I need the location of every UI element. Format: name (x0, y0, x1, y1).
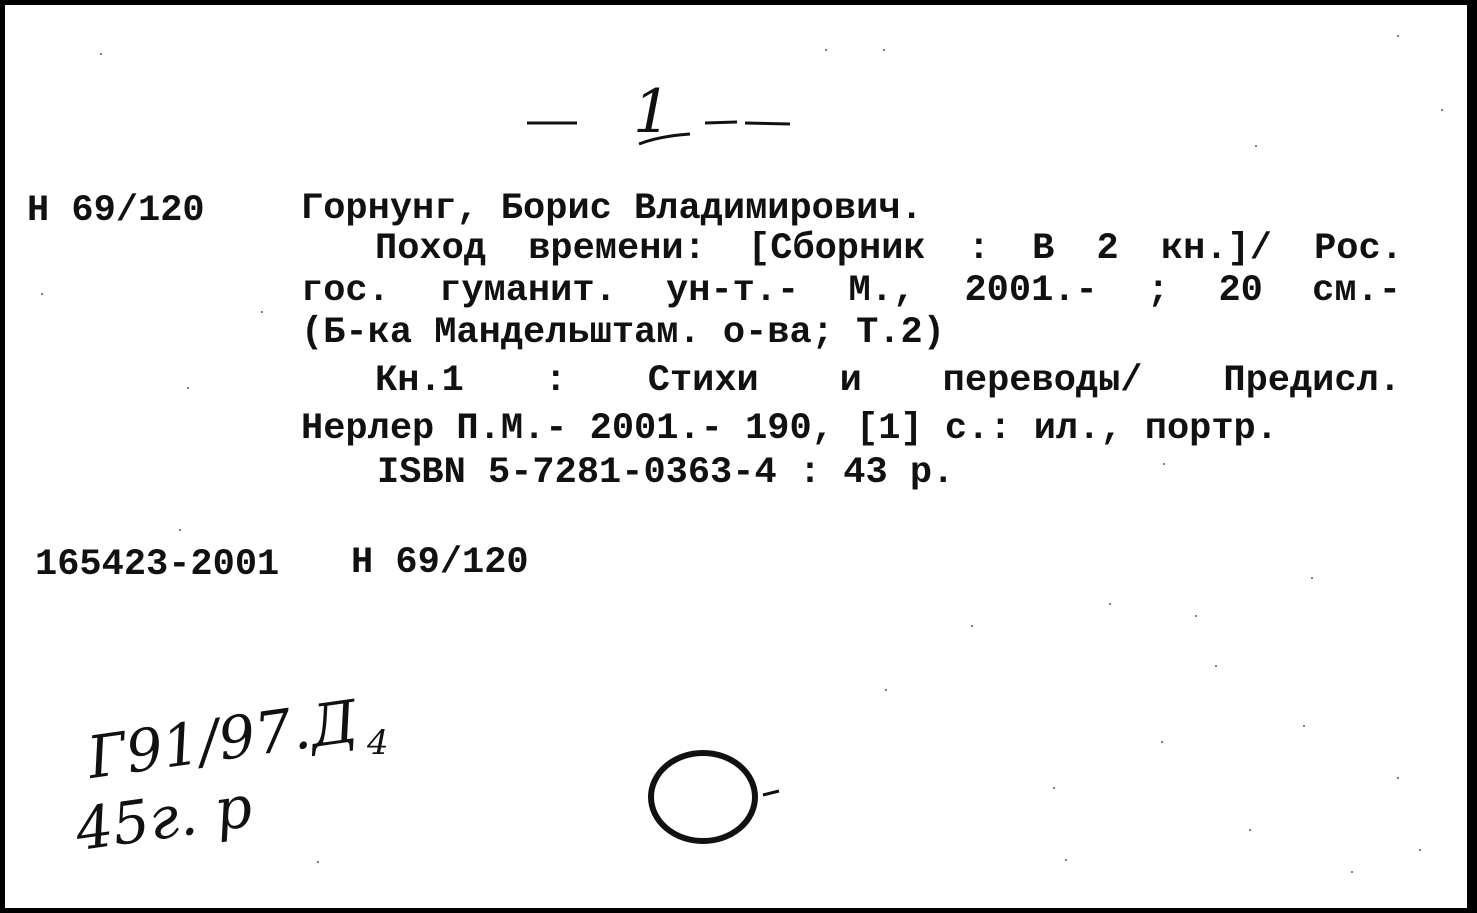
book-line-1 (375, 359, 1401, 403)
speckle (1163, 463, 1165, 465)
word: и (839, 360, 862, 402)
word: кн.]/ (1160, 228, 1272, 270)
page-number: 1 (633, 77, 672, 147)
series-line: (Б-ка Мандельштам. о-ва; Т.2) (301, 312, 945, 354)
speckle (1161, 741, 1163, 743)
word: ун-т.- (666, 270, 800, 312)
word: 2 (1096, 228, 1119, 270)
speckle (1441, 109, 1443, 111)
speckle (1397, 35, 1399, 37)
word: : (544, 360, 567, 402)
speckle (317, 861, 319, 863)
speckle (1109, 603, 1111, 605)
word: Стихи (647, 360, 759, 402)
accession-number: 165423-2001 (35, 544, 280, 586)
speckle (1303, 725, 1305, 727)
word: гуманит. (439, 270, 617, 312)
speckle (1249, 829, 1251, 831)
handwritten-superscript: 4 (367, 723, 389, 763)
speckle (1053, 787, 1055, 789)
speckle (41, 293, 43, 295)
word: Предисл. (1223, 360, 1401, 402)
word: М., (848, 270, 916, 312)
word: : (967, 228, 990, 270)
speckle (1255, 145, 1257, 147)
speckle (179, 529, 181, 531)
word: Кн.1 (375, 360, 464, 402)
word: 20 (1218, 270, 1263, 312)
word: ; (1146, 270, 1170, 312)
handwritten-classification: Г91/97.Д (83, 686, 362, 793)
handwritten-price: 45г. р (71, 772, 257, 865)
isbn-line: ISBN 5-7281-0363-4 : 43 р. (377, 452, 955, 494)
speckle (1397, 777, 1399, 779)
word: В (1032, 228, 1055, 270)
speckle (187, 387, 189, 389)
speckle (1215, 665, 1217, 667)
speckle (1419, 849, 1421, 851)
shelfmark-left: Н 69/120 (27, 190, 205, 232)
shelfmark-bottom: Н 69/120 (351, 542, 529, 584)
word: Рос. (1314, 228, 1403, 270)
speckle (261, 311, 263, 313)
speckle (885, 689, 887, 691)
word: гос. (301, 270, 390, 312)
book-line-2: Нерлер П.М.- 2001.- 190, [1] с.: ил., портр. (301, 408, 1278, 450)
speckle (1195, 615, 1197, 617)
circle-mark (645, 743, 795, 853)
word: см.- (1312, 270, 1401, 312)
word: [Сборник (747, 228, 926, 270)
title-line-1 (375, 227, 1403, 271)
speckle (971, 625, 973, 627)
word: переводы/ (942, 360, 1143, 402)
speckle (1351, 871, 1353, 873)
speckle (1311, 577, 1313, 579)
title-line-2 (301, 269, 1401, 313)
speckle (1065, 859, 1067, 861)
page-number-underline (635, 130, 695, 150)
word: времени: (528, 228, 706, 270)
word: 2001.- (964, 270, 1098, 312)
speckle (825, 49, 827, 51)
author-heading: Горнунг, Борис Владимирович. (301, 188, 923, 230)
speckle (883, 49, 885, 51)
speckle (100, 53, 102, 55)
word: Поход (375, 228, 487, 270)
